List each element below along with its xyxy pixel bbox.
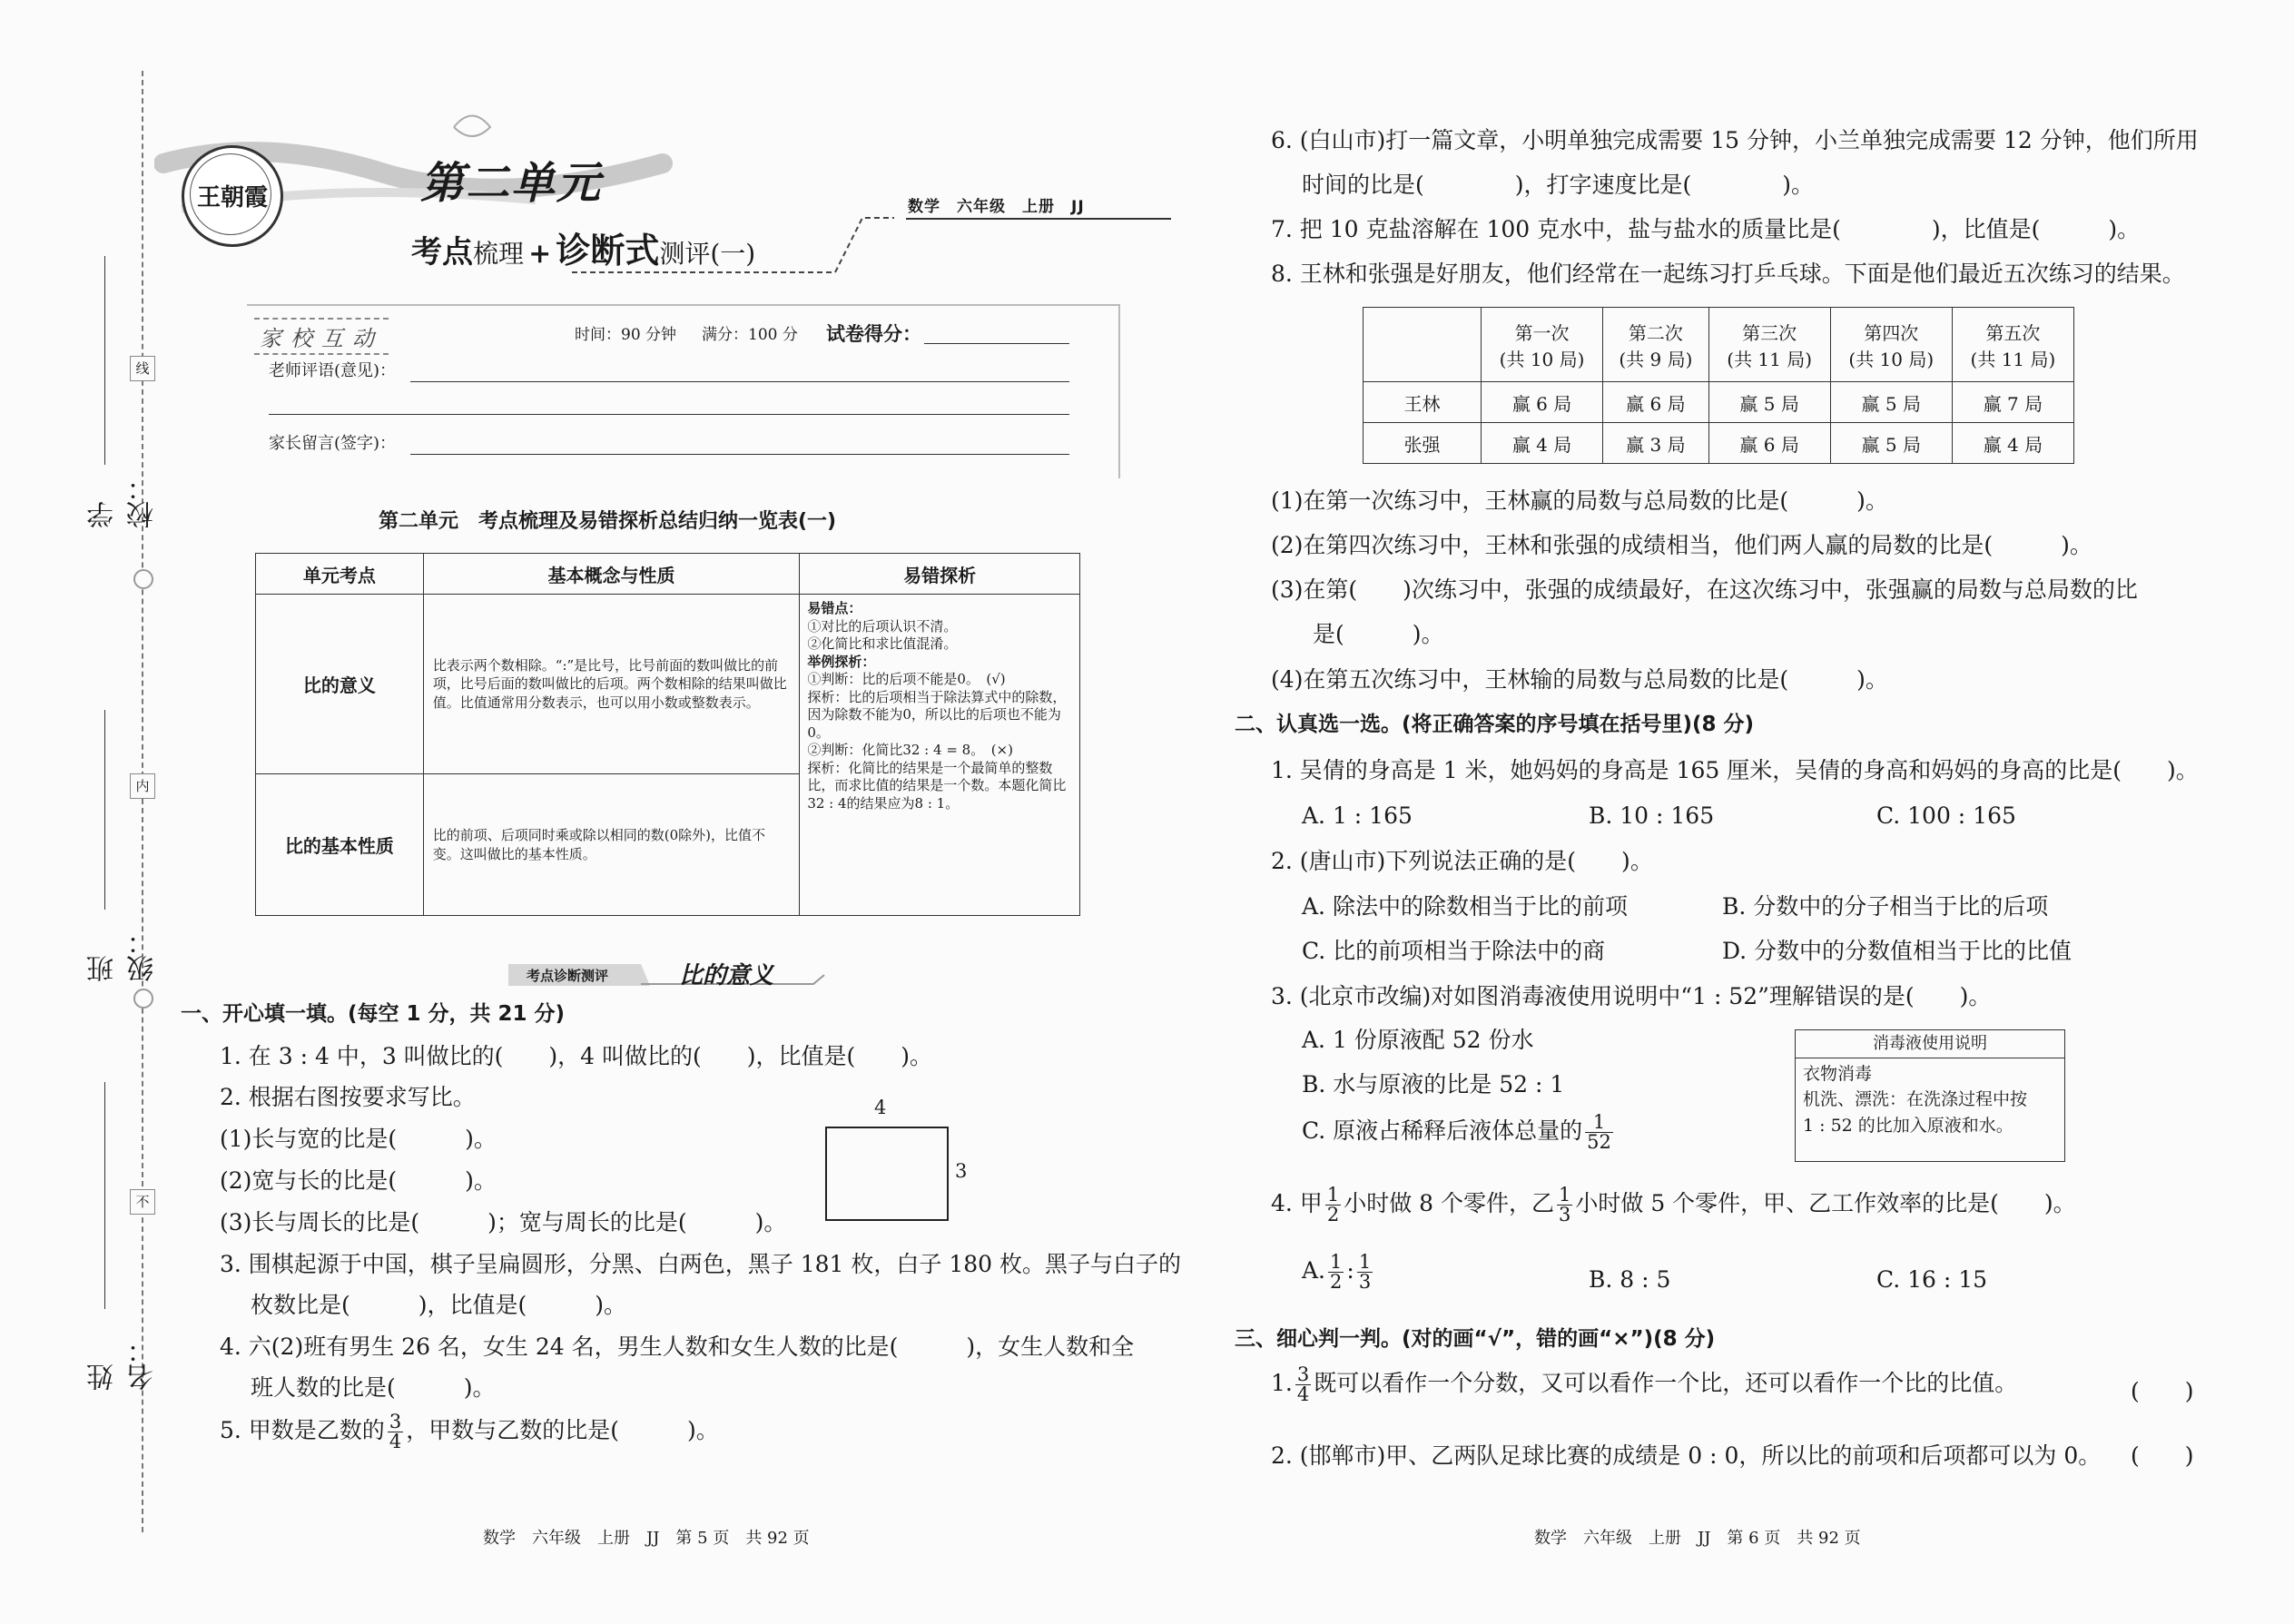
- s2-q2: 2. (唐山市)下列说法正确的是( )。: [1271, 848, 1653, 874]
- disinfectant-notice: [1795, 1029, 2065, 1162]
- s2-q4-option-c: C. 16 : 15: [1876, 1266, 1988, 1293]
- notice-line-3: 1 : 52 的比加入原液和水。: [1803, 1116, 2013, 1137]
- error-line-3: ②化简比和求比值混淆。: [807, 635, 958, 652]
- section-3-heading: 三、细心判一判。(对的画“√”，错的画“×”)(8 分): [1235, 1327, 1716, 1351]
- test-banner: [505, 957, 828, 993]
- s2-q1-option-a: A. 1 : 165: [1302, 802, 1413, 829]
- class-label: 班级：: [87, 928, 159, 982]
- fraction-1-52: $\frac{1}{52}$: [1587, 1111, 1611, 1153]
- teacher-comment-label: 老师评语(意见)：: [269, 361, 397, 380]
- s2-q4: 4. 甲 $\frac{1}{2}$ 小时做 8 个零件，乙 $\frac{1}{3}$ 小时做 5 个零件，甲、乙工作效率的比是( )。: [1271, 1184, 2076, 1225]
- seal-char-3: 不: [130, 1189, 155, 1215]
- error-line-2: ①对比的后项认识不清。: [807, 617, 958, 635]
- right-page: [1147, 0, 2294, 1624]
- header-zigzag: [572, 209, 899, 281]
- practice-col-4: 第四次 (共 10 局): [1830, 308, 1952, 382]
- subtitle-shuli: 梳理: [473, 239, 525, 269]
- q1-1: 1. 在 3 : 4 中，3 叫做比的( )，4 叫做比的( )，比值是( )。: [220, 1043, 933, 1069]
- score-label: 试卷得分：: [826, 322, 921, 345]
- section-1-heading: 一、开心填一填。(每空 1 分，共 21 分): [181, 1002, 566, 1026]
- q1-8: 8. 王林和张强是好朋友，他们经常在一起练习打乒乓球。下面是他们最近五次练习的结果。: [1271, 261, 2185, 287]
- q1-2-1: (1)长与宽的比是( )。: [220, 1126, 497, 1152]
- subtitle-zhenduan: 诊断式: [556, 230, 660, 271]
- q1-4-line2: 班人数的比是( )。: [251, 1374, 496, 1401]
- s3-q2: 2. (邯郸市)甲、乙两队足球比赛的成绩是 0 : 0，所以比的前项和后项都可以为 0。: [1271, 1442, 2102, 1469]
- unit-title: 第二单元: [420, 158, 603, 209]
- subtitle-ceping: 测评(一): [659, 239, 756, 269]
- summary-concept-1: 比表示两个数相除。“:”是比号，比号前面的数叫做比的前项，比号后面的数叫做比的后项。两个数相除的结果叫做比值。比值通常用分数表示，也可以用小数或整数表示。: [423, 595, 800, 774]
- q1-5: 5. 甲数是乙数的 $\frac{3}{4}$ ，甲数与乙数的比是( )。: [220, 1411, 719, 1452]
- name-label: 姓名：: [87, 1336, 159, 1391]
- s2-q2-option-c: C. 比的前项相当于除法中的商: [1302, 938, 1606, 964]
- s2-q1-option-c: C. 100 : 165: [1876, 802, 2016, 829]
- s2-q4-option-a: A. $\frac{1}{2}$ : $\frac{1}{3}$: [1302, 1251, 1372, 1293]
- parent-note-label: 家长留言(签字)：: [269, 434, 397, 453]
- notice-title: 消毒液使用说明: [1796, 1030, 2064, 1058]
- s2-q4-option-b: B. 8 : 5: [1589, 1266, 1671, 1293]
- banner-tag: 考点诊断测评: [527, 968, 609, 984]
- error-line-4: 举例探析：: [807, 653, 876, 670]
- summary-header-errors: 易错探析: [800, 554, 1080, 595]
- s2-q2-option-d: D. 分数中的分数值相当于比的比值: [1722, 938, 2072, 964]
- s2-q3: 3. (北京市改编)对如图消毒液使用说明中“1 : 52”理解错误的是( )。: [1271, 983, 1992, 1009]
- home-school-badge: 家校互动: [254, 318, 389, 355]
- rectangle-figure: [825, 1127, 949, 1221]
- summary-topic-2: 比的基本性质: [256, 774, 424, 916]
- book-tag: 数学 六年级 上册 JJ: [908, 198, 1085, 216]
- summary-title: 第二单元 考点梳理及易错探析总结归纳一览表(一): [379, 510, 837, 533]
- logo-text: 王朝霞: [196, 184, 268, 212]
- full-marks: 满分：100 分: [702, 326, 798, 344]
- q1-3-line2: 枚数比是( )，比值是( )。: [251, 1292, 627, 1318]
- notice-line-1: 衣物消毒: [1803, 1063, 1873, 1084]
- q1-2-3: (3)长与周长的比是( )；宽与周长的比是( )。: [220, 1209, 787, 1235]
- s2-q1-option-b: B. 10 : 165: [1589, 802, 1715, 829]
- error-line-5: ①判断：比的后项不能是0。 (√): [807, 671, 1006, 687]
- q1-7: 7. 把 10 克盐溶解在 100 克水中，盐与盐水的质量比是( )，比值是( )。: [1271, 216, 2141, 242]
- q1-8-1: (1)在第一次练习中，王林赢的局数与总局数的比是( )。: [1271, 487, 1888, 514]
- right-footer: 数学 六年级 上册 JJ 第 6 页 共 92 页: [1534, 1529, 1861, 1548]
- practice-table: [1363, 307, 2074, 464]
- table-row: 王林 赢 6 局 赢 6 局 赢 5 局 赢 5 局 赢 7 局: [1364, 382, 2074, 423]
- practice-col-1: 第一次 (共 10 局): [1482, 308, 1603, 382]
- practice-col-2: 第二次 (共 9 局): [1603, 308, 1708, 382]
- q1-2: 2. 根据右图按要求写比。: [220, 1084, 476, 1110]
- subtitle-kaodian: 考点: [411, 234, 473, 271]
- seal-char-2: 内: [130, 773, 155, 799]
- summary-topic-1: 比的意义: [256, 595, 424, 774]
- practice-col-5: 第五次 (共 11 局): [1952, 308, 2073, 382]
- s3-q1: 1. $\frac{3}{4}$ 既可以看作一个分数，又可以看作一个比，还可以看作一个比的比值。: [1271, 1363, 2018, 1405]
- q1-8-3-line2: 是( )。: [1313, 621, 1444, 647]
- school-label: 学校：: [87, 474, 159, 528]
- subtitle-plus: +: [528, 238, 552, 270]
- q1-2-2: (2)宽与长的比是( )。: [220, 1167, 497, 1194]
- banner-title: 比的意义: [679, 962, 774, 989]
- q1-8-2: (2)在第四次练习中，王林和张强的成绩相当，他们两人赢的局数的比是( )。: [1271, 532, 2092, 558]
- summary-table: [255, 553, 1080, 916]
- summary-header-concept: 基本概念与性质: [423, 554, 800, 595]
- rectangle-width-label: 3: [955, 1160, 968, 1182]
- s2-q1: 1. 吴倩的身高是 1 米，她妈妈的身高是 165 厘米，吴倩的身高和妈妈的身高的比是( )。: [1271, 757, 2199, 783]
- q1-4-line1: 4. 六(2)班有男生 26 名，女生 24 名，男生人数和女生人数的比是( )，女生人数和全: [220, 1334, 1135, 1360]
- error-line-7: ②判断：化简比32 : 4 = 8。 (×): [807, 742, 1013, 758]
- q1-6-line1: 6. (白山市)打一篇文章，小明单独完成需要 15 分钟，小兰单独完成需要 12 分钟，他们所用: [1271, 127, 2199, 153]
- s2-q3-option-c: C. 原液占稀释后液体总量的 $\frac{1}{52}$: [1302, 1111, 1611, 1153]
- fraction-3-4: $\frac{3}{4}$: [1296, 1363, 1310, 1405]
- s2-q3-option-b: B. 水与原液的比是 52 : 1: [1302, 1071, 1565, 1097]
- q1-3-line1: 3. 围棋起源于中国，棋子呈扁圆形，分黑、白两色，黑子 181 枚，白子 180 枚。黑子与白子的: [220, 1251, 1182, 1277]
- publisher-logo: [182, 145, 283, 247]
- left-footer: 数学 六年级 上册 JJ 第 5 页 共 92 页: [483, 1529, 810, 1548]
- q1-8-4: (4)在第五次练习中，王林输的局数与总局数的比是( )。: [1271, 666, 1888, 693]
- exam-time: 时间：90 分钟: [575, 326, 677, 344]
- summary-header-topic: 单元考点: [256, 554, 424, 595]
- practice-col-3: 第三次 (共 11 局): [1708, 308, 1830, 382]
- rectangle-length-label: 4: [874, 1097, 887, 1118]
- s2-q2-option-a: A. 除法中的除数相当于比的前项: [1302, 893, 1628, 920]
- q1-8-3-line1: (3)在第( )次练习中，张强的成绩最好，在这次练习中，张强赢的局数与总局数的比: [1271, 576, 2138, 603]
- seal-char-1: 线: [130, 356, 155, 381]
- notice-line-2: 机洗、漂洗：在洗涤过程中按: [1803, 1089, 2028, 1110]
- s2-q3-option-a: A. 1 份原液配 52 份水: [1302, 1027, 1534, 1053]
- fraction-3-4: $\frac{3}{4}$: [389, 1411, 402, 1452]
- s2-q2-option-b: B. 分数中的分子相当于比的后项: [1722, 893, 2049, 920]
- table-row: 张强 赢 4 局 赢 3 局 赢 6 局 赢 5 局 赢 4 局: [1364, 423, 2074, 464]
- error-line-1: 易错点：: [807, 600, 862, 616]
- summary-concept-2: 比的前项、后项同时乘或除以相同的数(0除外)，比值不变。这叫做比的基本性质。: [423, 774, 800, 916]
- s3-q2-answer[interactable]: ( ): [2131, 1442, 2194, 1469]
- section-2-heading: 二、认真选一选。(将正确答案的序号填在括号里)(8 分): [1235, 713, 1755, 736]
- q1-6-line2: 时间的比是( )，打字速度比是( )。: [1302, 172, 1815, 198]
- error-line-6: 探析：比的后项相当于除法算式中的除数，因为除数不能为0，所以比的后项也不能为0。: [807, 688, 1067, 741]
- s3-q1-answer[interactable]: ( ): [2131, 1378, 2194, 1404]
- summary-error-cell: [800, 595, 1080, 916]
- error-line-8: 探析：化简比的结果是一个最简单的整数比，而求比值的结果是一个数。本题化简比32 : 4的结果应为8 : 1。: [807, 759, 1067, 812]
